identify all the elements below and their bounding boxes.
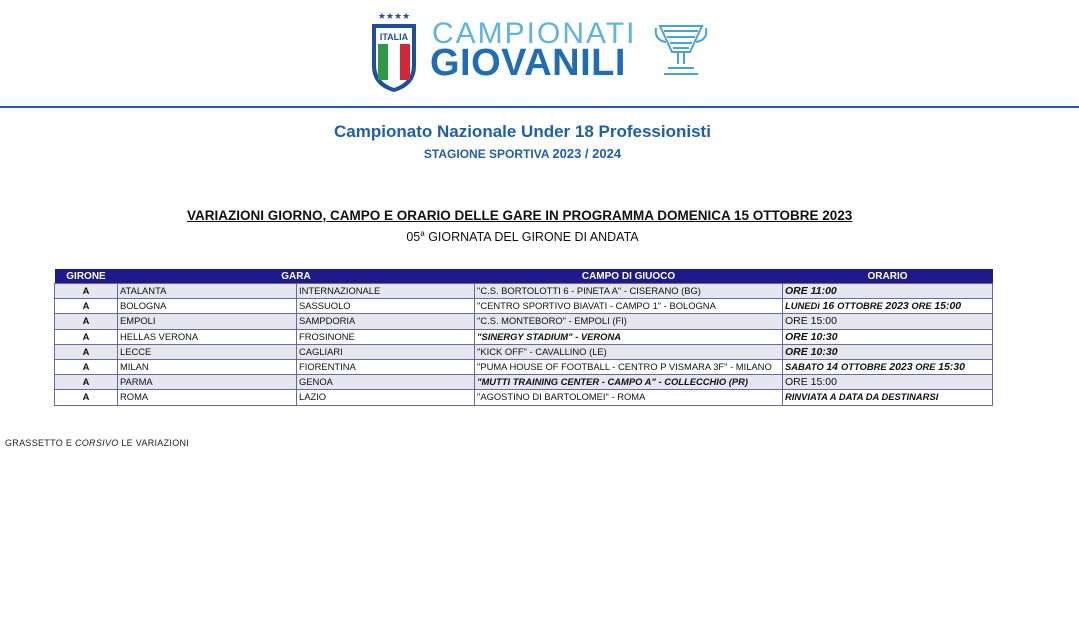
- table-row: [55, 329, 993, 344]
- orario-date: 14: [826, 361, 841, 374]
- away-team-cell: GENOA: [297, 375, 475, 390]
- girone-cell: A: [55, 299, 118, 314]
- girone-cell: A: [55, 314, 118, 329]
- trophy-cup-icon: [654, 22, 708, 84]
- orario-cell: ORE 10:30: [783, 329, 993, 344]
- away-team-cell: SAMPDORIA: [297, 314, 475, 329]
- home-team-cell: LECCE: [118, 344, 297, 359]
- table-row: [55, 359, 993, 374]
- orario-year: 2023: [885, 300, 909, 313]
- orario-cell: [783, 359, 993, 374]
- orario-ore: ORE: [912, 361, 939, 373]
- legend-rest: LE VARIAZIONI: [118, 438, 190, 448]
- girone-cell: A: [55, 375, 118, 390]
- table-row: [55, 344, 993, 359]
- table-row: [55, 375, 993, 390]
- orario-month: OTTOBRE: [840, 361, 890, 373]
- col-girone: GIRONE: [55, 269, 118, 284]
- table-row: [55, 390, 993, 405]
- season-label: STAGIONE SPORTIVA: [423, 147, 550, 161]
- figc-shield-icon: [368, 8, 420, 94]
- legend-bold: GRASSETTO: [5, 438, 64, 448]
- girone-cell: A: [55, 344, 118, 359]
- page-title: Campionato Nazionale Under 18 Professionisti: [334, 122, 711, 141]
- orario-time: 15:00: [934, 300, 962, 313]
- brand-campionati: CAMPIONATI: [432, 17, 637, 50]
- orario-year: 2023: [889, 361, 913, 374]
- round-text: GIORNATA DEL GIRONE DI ANDATA: [428, 230, 639, 245]
- girone-cell: A: [55, 329, 118, 344]
- orario-ore: ORE: [908, 300, 935, 312]
- home-team-cell: EMPOLI: [118, 314, 297, 329]
- orario-time: 15:30: [938, 361, 965, 374]
- campo-cell: "MUTTI TRAINING CENTER - CAMPO A" - COLLECCHIO (PR): [475, 375, 783, 390]
- away-team-cell: CAGLIARI: [297, 344, 475, 359]
- home-team-cell: BOLOGNA: [118, 299, 297, 314]
- col-gara: GARA: [118, 269, 475, 284]
- girone-cell: A: [55, 390, 118, 405]
- variations-title: VARIAZIONI GIORNO, CAMPO E ORARIO DELLE GARE IN PROGRAMMA DOMENICA 15 OTTOBRE 2023: [187, 208, 853, 223]
- legend-and: E: [63, 438, 75, 448]
- away-team-cell: SASSUOLO: [297, 299, 475, 314]
- svg-text:★★★★: ★★★★: [377, 12, 411, 22]
- orario-cell: RINVIATA A DATA DA DESTINARSI: [783, 390, 993, 405]
- home-team-cell: ATALANTA: [118, 284, 297, 299]
- campo-cell: "KICK OFF" - CAVALLINO (LE): [475, 344, 783, 359]
- girone-cell: A: [55, 284, 118, 299]
- orario-cell: [783, 299, 993, 314]
- games-table: [54, 269, 993, 406]
- round-ordinal: a: [420, 229, 425, 238]
- table-row: [55, 314, 993, 329]
- home-team-cell: HELLAS VERONA: [118, 329, 297, 344]
- away-team-cell: FROSINONE: [297, 329, 475, 344]
- table-header-row: [55, 269, 993, 284]
- svg-text:ITALIA: ITALIA: [379, 32, 409, 42]
- away-team-cell: LAZIO: [297, 390, 475, 405]
- orario-day: SABATO: [785, 361, 827, 373]
- orario-day: LUNEDì: [785, 300, 823, 312]
- orario-cell: ORE 15:00: [783, 314, 993, 329]
- table-row: [55, 284, 993, 299]
- brand-giovanili: GIOVANILI: [430, 42, 626, 84]
- orario-cell: ORE 15:00: [783, 375, 993, 390]
- campo-cell: "C.S. MONTEBORO" - EMPOLI (FI): [475, 314, 783, 329]
- campionati-giovanili-logo: [366, 6, 711, 94]
- legend-italic: CORSIVO: [74, 438, 119, 448]
- header-divider: [0, 106, 1079, 108]
- campo-cell: "C.S. BORTOLOTTI 6 - PINETA A" - CISERANO (BG): [475, 284, 783, 299]
- campo-cell: "PUMA HOUSE OF FOOTBALL - CENTRO P VISMARA 3F" - MILANO: [475, 359, 783, 374]
- season-line: [0, 146, 1045, 161]
- orario-month: OTTOBRE: [837, 300, 886, 312]
- round-label: [0, 229, 1045, 244]
- away-team-cell: FIORENTINA: [297, 359, 475, 374]
- home-team-cell: PARMA: [118, 375, 297, 390]
- col-orario: ORARIO: [783, 269, 993, 284]
- orario-cell: ORE 10:30: [783, 344, 993, 359]
- campo-cell: "AGOSTINO DI BARTOLOMEI" - ROMA: [475, 390, 783, 405]
- round-number: 05: [406, 230, 421, 245]
- col-campo: CAMPO DI GIUOCO: [475, 269, 783, 284]
- table-row: [55, 299, 993, 314]
- orario-cell: ORE 11:00: [783, 284, 993, 299]
- home-team-cell: MILAN: [118, 359, 297, 374]
- season-years: 2023 / 2024: [552, 146, 622, 161]
- home-team-cell: ROMA: [118, 390, 297, 405]
- girone-cell: A: [55, 359, 118, 374]
- orario-date: 16: [822, 300, 838, 313]
- campo-cell: "SINERGY STADIUM" - VERONA: [475, 329, 783, 344]
- campo-cell: "CENTRO SPORTIVO BIAVATI - CAMPO 1" - BOLOGNA: [475, 299, 783, 314]
- away-team-cell: INTERNAZIONALE: [297, 284, 475, 299]
- legend-note: [5, 438, 189, 448]
